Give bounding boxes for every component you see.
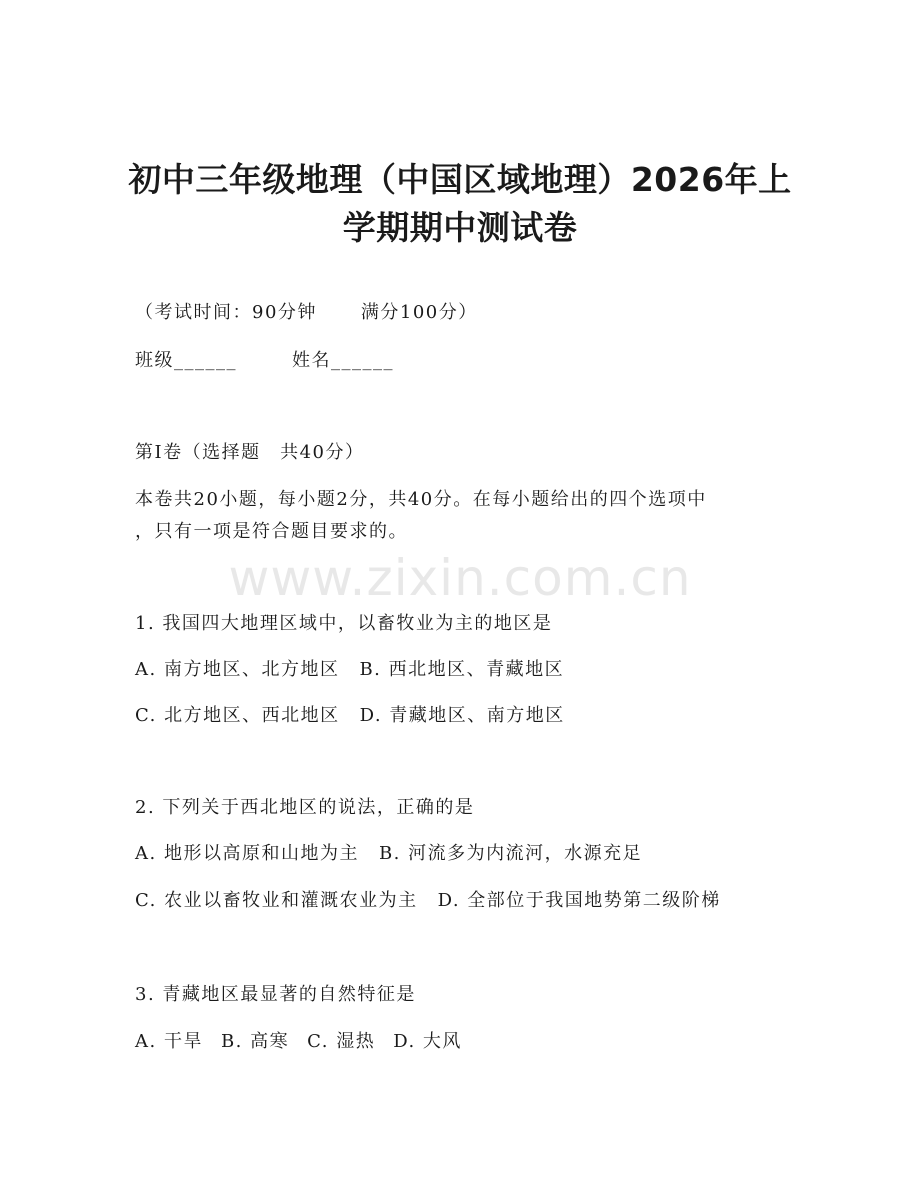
question-3-options-row-1 (135, 1029, 462, 1055)
option-d: D. 全部位于我国地势第二级阶梯 (437, 890, 721, 911)
student-info (135, 348, 394, 374)
exam-info (135, 300, 478, 326)
exam-title-line-1: 初中三年级地理（中国区域地理）2026年上 (128, 160, 792, 199)
option-a: A. 地形以高原和山地为主 (135, 843, 359, 864)
option-c: C. 农业以畜牧业和灌溉农业为主 (135, 890, 418, 911)
question-2-options-row-2 (135, 888, 721, 914)
exam-full-score: 满分100分） (360, 302, 478, 323)
question-1-stem: 1. 我国四大地理区域中，以畜牧业为主的地区是 (135, 613, 553, 634)
option-d: D. 青藏地区、南方地区 (359, 705, 565, 726)
option-b: B. 西北地区、青藏地区 (359, 659, 565, 680)
option-a: A. 南方地区、北方地区 (135, 659, 340, 680)
question-1-options-row-1 (135, 657, 564, 683)
exam-time: （考试时间：90分钟 (135, 302, 317, 323)
question-2-options-row-1 (135, 841, 642, 867)
section-instructions-line-2: ，只有一项是符合题目要求的。 (135, 521, 408, 542)
option-b: B. 河流多为内流河，水源充足 (378, 843, 643, 864)
watermark: www.zixin.com.cn (228, 549, 692, 607)
option-c: C. 湿热 (307, 1031, 376, 1052)
section-instructions-line-1: 本卷共20小题，每小题2分，共40分。在每小题给出的四个选项中 (135, 489, 707, 510)
section-heading: 第Ⅰ卷（选择题 共40分） (135, 442, 365, 463)
question-3-stem: 3. 青藏地区最显著的自然特征是 (135, 984, 416, 1005)
class-field-label: 班级______ (135, 350, 237, 371)
option-d: D. 大风 (393, 1031, 462, 1052)
question-1-options-row-2 (135, 703, 565, 729)
question-2-stem: 2. 下列关于西北地区的说法，正确的是 (135, 797, 475, 818)
exam-title-line-2: 学期期中测试卷 (342, 208, 578, 247)
option-a: A. 干旱 (135, 1031, 203, 1052)
name-field-label: 姓名______ (292, 350, 394, 371)
option-b: B. 高寒 (220, 1031, 290, 1052)
option-c: C. 北方地区、西北地区 (135, 705, 340, 726)
